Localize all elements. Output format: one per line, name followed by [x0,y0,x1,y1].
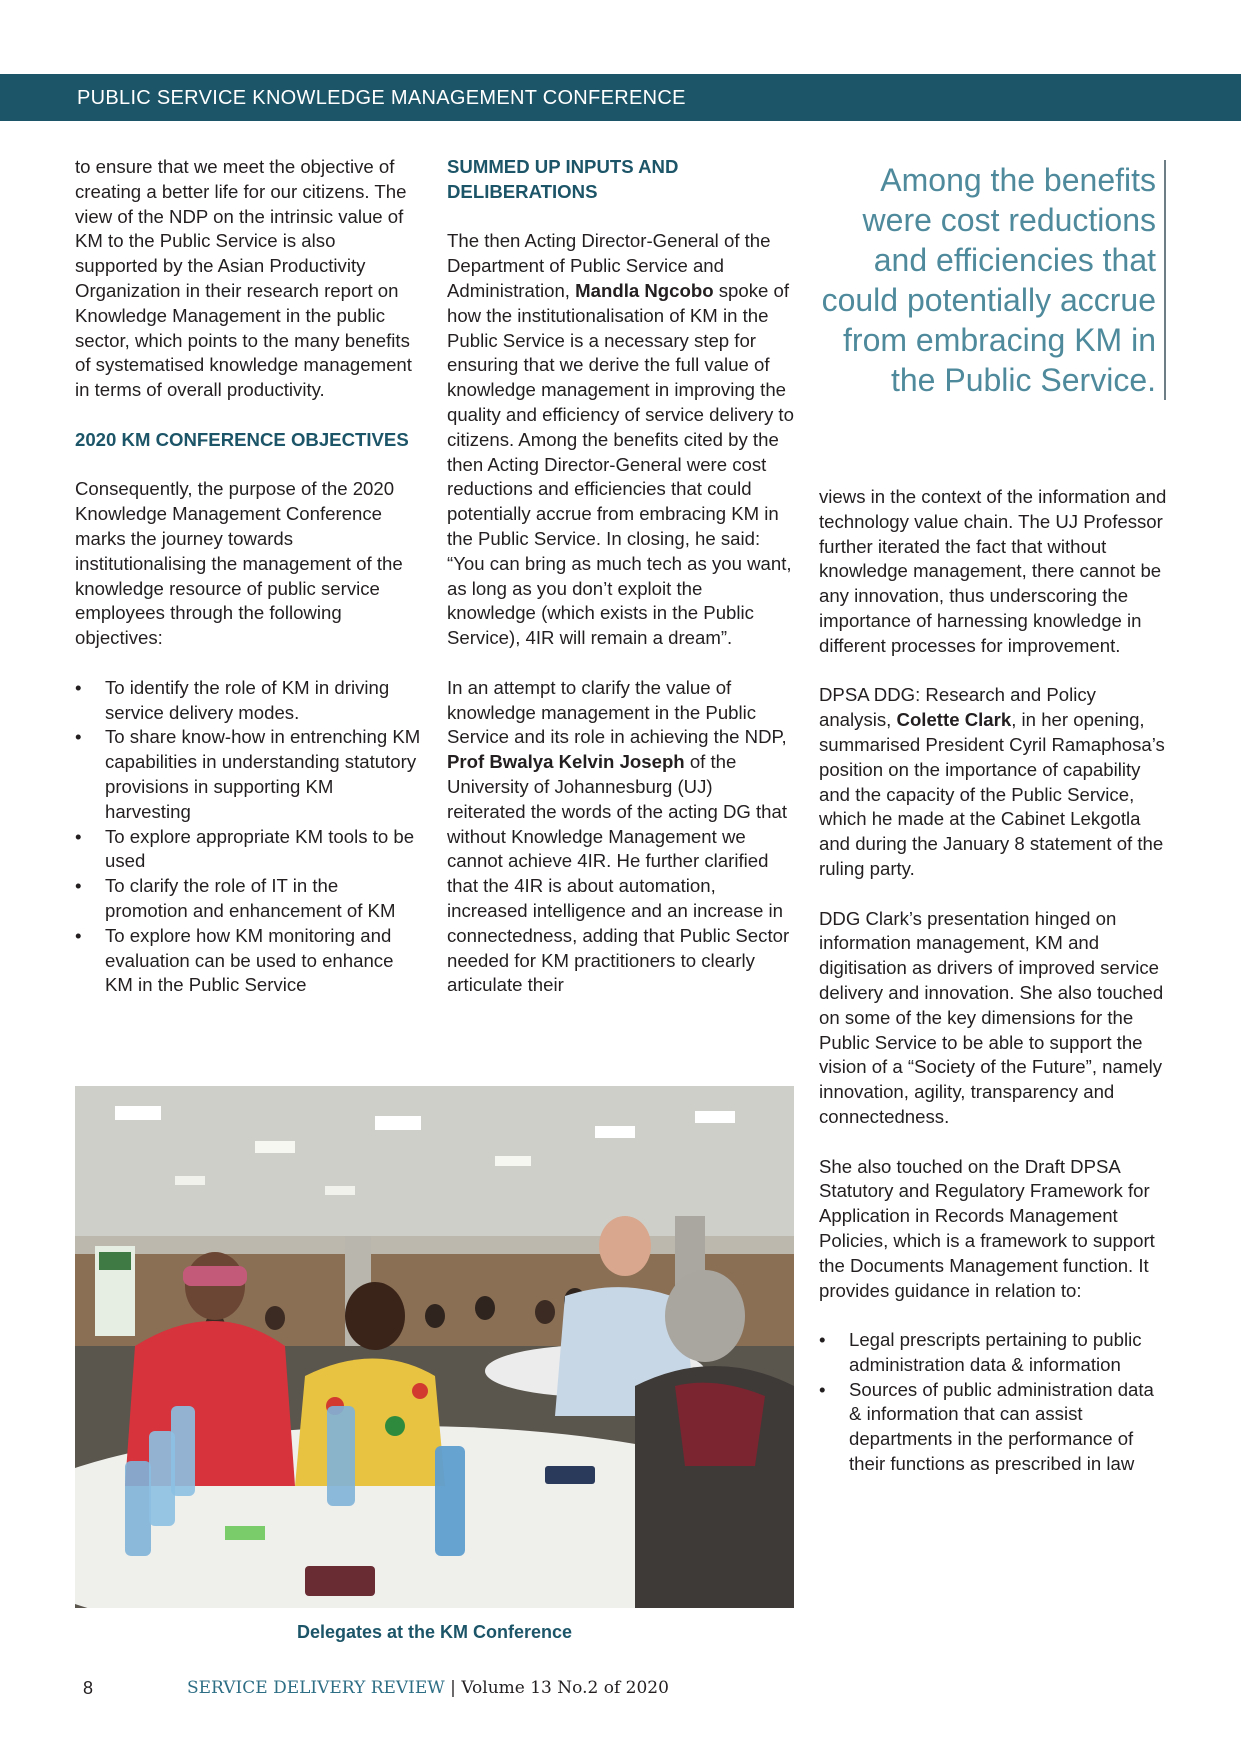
list-item: • To explore how KM monitoring and evaluation can be used to enhance KM in the Public Service [75,924,423,998]
paragraph: Consequently, the purpose of the 2020 Knowledge Management Conference marks the journey towards institutionalising the management of the knowledge resource of public service employees through the following objectives: [75,478,403,649]
paragraph [447,676,795,998]
text-run: DPSA DDG: Research and Policy analysis, [819,684,1096,731]
paragraph [819,683,1169,881]
section-heading: SUMMED UP INPUTS AND DELIBERATIONS [447,156,679,202]
pull-quote: Among the benefits were cost reductions and efficiencies that could potentially accrue from embracing KM in the Public Service. [820,160,1166,400]
text-run: spoke of how the institutionalisation of KM in the Public Service is a necessary step for ensuring that we derive the full value of knowledge management in improving the quality and efficiency of service delivery to citizens. Among the benefits cited by the then Acting Director-General were cost reductions and efficiencies that could potentially accrue from embracing KM in the Public Service. In closing, he said: “You can bring as much tech as you want, as long as you don’t exploit the knowledge (which exists in the Public Service), 4IR will remain a dream”. [447,279,794,649]
speaker-name: Colette Clark [896,709,1012,731]
text-run: In an attempt to clarify the value of knowledge management in the Public Service and its role in achieving the NDP, [447,676,787,748]
paragraph: She also touched on the Draft DPSA Statutory and Regulatory Framework for Application in Records Management Policies, which is a framework to support the Documents Management function. It provides guidance in relation to: [819,1155,1155,1301]
paragraph: views in the context of the information and technology value chain. The UJ Professor further iterated the fact that without knowledge management, there cannot be any innovation, thus underscoring the importance of harnessing knowledge in different processes for improvement. [819,486,1167,656]
list-item: • Sources of public administration data & information that can assist departments in the performance of their functions as prescribed in law [819,1378,1169,1477]
guidance-list [819,1328,1169,1477]
paragraph: to ensure that we meet the objective of creating a better life for our citizens. The view of the NDP on the intrinsic value of KM to the Public Service is also supported by the Asian Productivity Organization in their research report on Knowledge Management in the public sector, which points to the many benefits of systematised knowledge management in terms of overall productivity. [75,156,412,401]
column-left [75,155,423,998]
footer-journal [187,1678,669,1698]
text-run: The then Acting Director-General of the Department of Public Service and Administration, [447,230,771,301]
text-run: , in her opening, summarised President Cyril Ramaphosa’s position on the importance of capability and the capacity of the Public Service, which he made at the Cabinet Lekgotla and during the January 8 statement of the ruling party. [819,709,1165,879]
list-item: • To explore appropriate KM tools to be used [75,825,423,875]
header-title: PUBLIC SERVICE KNOWLEDGE MANAGEMENT CONFERENCE [77,87,686,109]
paragraph [447,229,795,651]
list-item: • To clarify the role of IT in the promotion and enhancement of KM [75,874,423,924]
text-run: of the University of Johannesburg (UJ) reiterated the words of the acting DG that without Knowledge Management we cannot achieve 4IR. He further clarified that the 4IR is about automation, increased intelligence and an increase in connectedness, adding that Public Sector needed for KM practitioners to clearly articulate their [447,751,790,996]
section-heading: 2020 KM CONFERENCE OBJECTIVES [75,428,409,450]
photo-illustration [75,1086,794,1608]
objectives-list [75,676,423,998]
page-number: 8 [83,1678,94,1698]
column-middle [447,155,795,1023]
list-item: • Legal prescripts pertaining to public administration data & information [819,1328,1169,1378]
header-banner [0,74,1241,121]
paragraph: DDG Clark’s presentation hinged on information management, KM and digitisation as drivers of improved service delivery and innovation. She also touched on some of the key dimensions for the Public Service to be able to support the vision of a “Society of the Future”, namely innovation, agility, transparency and connectedness. [819,907,1164,1127]
speaker-name: Mandla Ngcobo [575,279,714,301]
list-item: • To share know-how in entrenching KM capabilities in understanding statutory provisions in supporting KM harvesting [75,725,423,824]
issue-label: | Volume 13 No.2 of 2020 [444,1678,669,1698]
column-right [819,485,1169,1477]
conference-photo [75,1086,794,1608]
photo-caption: Delegates at the KM Conference [296,1622,573,1642]
journal-title: SERVICE DELIVERY REVIEW [187,1678,445,1698]
speaker-name: Prof Bwalya Kelvin Joseph [447,751,685,773]
list-item: • To identify the role of KM in driving service delivery modes. [75,676,423,726]
